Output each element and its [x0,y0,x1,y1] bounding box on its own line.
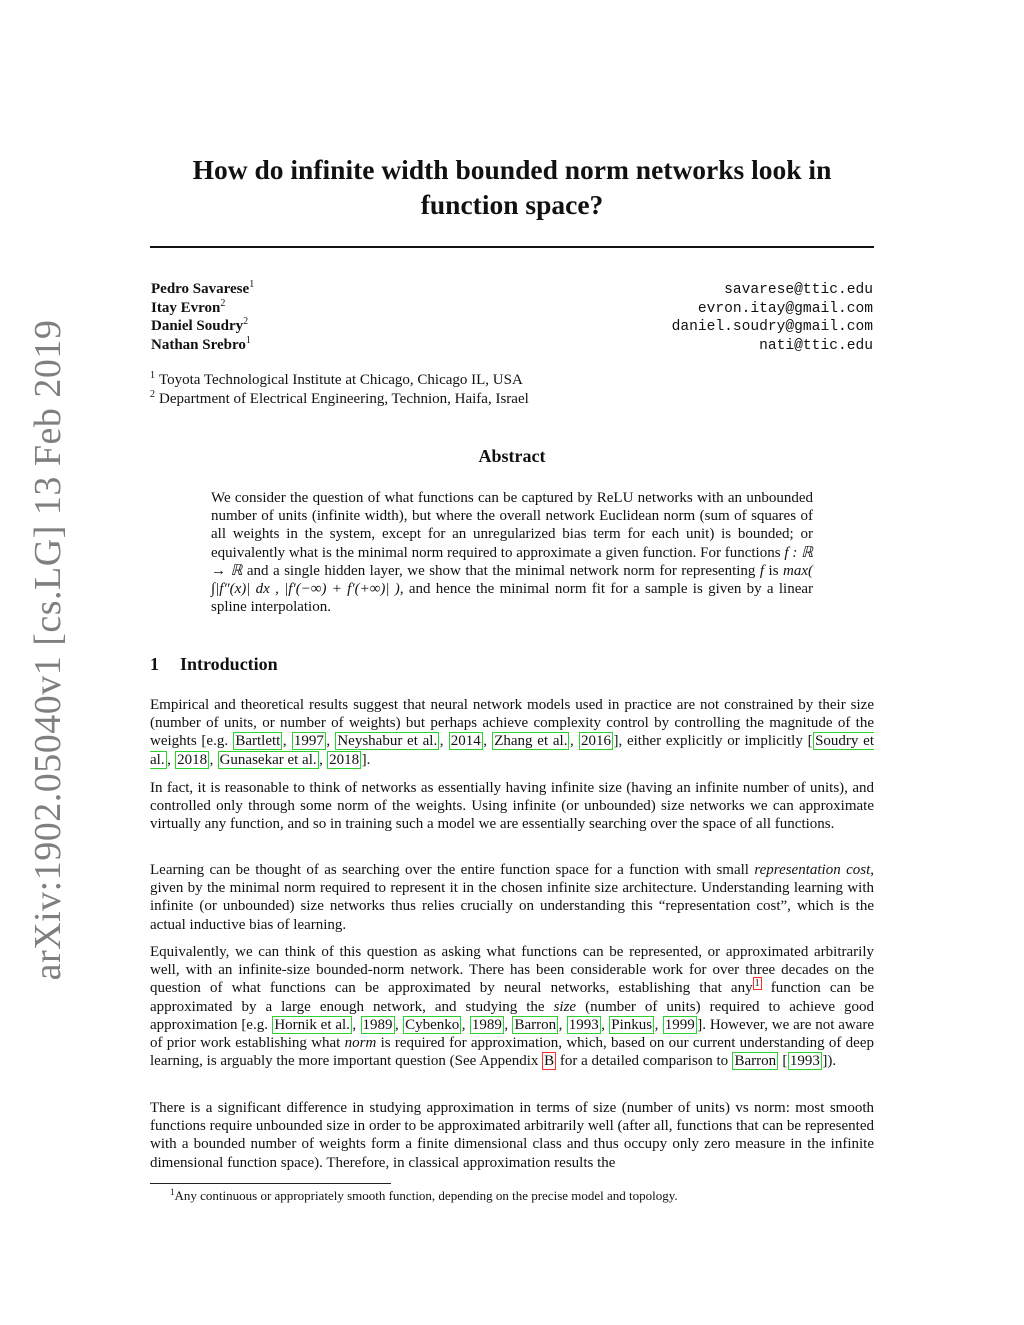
affiliation: $^2$ Department of Electrical Engineering, Technion, Haifa, Israel [150,388,529,407]
author-email[interactable]: savarese@ttic.edu [724,282,873,298]
author-email[interactable]: nati@ttic.edu [759,337,873,354]
abstract-body: We consider the question of what functions can be captured by ReLU networks with an unbounded number of units (infinite width), but where the overall network Euclidean norm (sum of squares of all weights in the system, except for an unregularized bias term for each unit) is bounded; or equivalently what is the minimal norm required to approximate a given function. For functions f : ℝ → ℝ and a single hidden layer, we show that the minimal network norm for representing f is max( ∫|f″(x)| dx , |f′(−∞) + f′(+∞)| ), and hence the minimal norm fit for a sample is given by a linear spline interpolation. [211,490,814,616]
citation-link[interactable]: Barron [514,1016,557,1033]
citation-link[interactable]: 1993 [789,1053,820,1070]
citation-link[interactable]: 1989 [471,1016,502,1033]
citation-link[interactable]: Hornik et al. [274,1016,350,1033]
citation-link[interactable]: 2018 [177,751,208,768]
paper-title: How do infinite width bounded norm networks look in function space? [192,154,832,220]
citation-link[interactable]: Soudry et al. [150,733,874,768]
citation-link[interactable]: Neyshabur et al. [337,733,438,750]
author-email[interactable]: evron.itay@gmail.com [697,300,873,317]
citation-link[interactable]: Cybenko [405,1016,460,1033]
author-name: Daniel Soudry$^2$ [151,316,249,334]
author-name: Pedro Savarese$^1$ [151,279,255,297]
math-inline: f [759,562,765,579]
affiliations [150,372,529,409]
intro-paragraph: Empirical and theoretical results suggest that neural network models used in practice are not constrained by their size (number of units, or number of weights) but perhaps achieve complexity control by controlling the magnitude of the weights [e.g. Bartlett , 1997 , Neyshabur et al. , 2014 , Zhang et al. , 2016 ], either explicitly or implicitly [ Soudry et al. , 2018 , Gunasekar et al. , 2018 ]. [150,697,874,768]
citation-link[interactable]: 2014 [450,733,481,750]
intro-paragraph: There is a significant difference in studying approximation in terms of size (number of units) vs norm: most smooth functions require unbounded size in order to be approximated arbitrarily well (after all, functions that can be represented with a bounded number of weights form a finite dimensional class and thus occupy only zero measure in the infinite dimensional function space). Therefore, in classical approximation results the [150,1100,874,1171]
citation-link[interactable]: Pinkus [611,1016,653,1033]
arxiv-stamp: arXiv:1902.05040v1 [cs.LG] 13 Feb 2019 [27,319,69,981]
citation-link[interactable]: 2016 [580,733,611,750]
citation-link[interactable]: 1997 [293,733,324,750]
title-rule [150,246,874,248]
intro-paragraph: Learning can be thought of as searching over the entire function space for a function with small representation cost, given by the minimal norm required to represent it in the chosen infinite size architecture. Understanding learning with infinite (or unbounded) size networks thus relies crucially on understanding this “representation cost”, which is the actual inductive bias of learning. [150,862,874,933]
citation-link[interactable]: 1999 [664,1016,695,1033]
affiliation: $^1$ Toyota Technological Institute at Chicago, Chicago IL, USA [150,370,523,388]
footnote: $^1$Any continuous or appropriately smooth function, depending on the precise model and topology. [170,1187,678,1203]
math-inline: f : ℝ → ℝ [211,544,813,579]
author-block [151,281,873,355]
footnote-ref[interactable]: 1 [754,978,760,990]
citation-link[interactable]: 1989 [362,1016,393,1033]
author-row [151,281,873,300]
author-row [151,318,873,337]
abstract-heading: Abstract [478,446,546,466]
intro-paragraph: In fact, it is reasonable to think of networks as essentially having infinite size (having an infinite number of units), and controlled only through some norm of the weights. Using infinite (or unbounded) size networks we can approximate virtually any function, and so in training such a model we are essentially searching over the space of all functions. [150,780,874,833]
citation-link[interactable]: Gunasekar et al. [219,751,317,768]
math-inline: max( ∫|f″(x)| dx , |f′(−∞) + f′(+∞)| ) [211,562,814,598]
appendix-link[interactable]: B [544,1053,555,1070]
citation-link[interactable]: Zhang et al. [494,733,568,750]
citation-link[interactable]: 1993 [568,1016,599,1033]
section-heading: 1 Introduction [150,654,278,674]
citation-link[interactable]: Bartlett [235,733,281,750]
author-row [151,297,873,319]
author-name: Nathan Srebro$^1$ [151,334,251,353]
author-row [151,334,873,356]
intro-paragraph: Equivalently, we can think of this question as asking what functions can be represented, or approximated arbitrarily well, with an infinite-size bounded-norm network. There has been considerable work for over three decades on the question of what functions can be approximated by neural networks, establishing that any $^1$ function can be approximated by a large enough network, and studying the size (number of units) required to achieve good approximation [e.g. Hornik et al. , 1989 , Cybenko , 1989 , Barron , 1993 , Pinkus , 1999 ]. However, we are not aware of prior work establishing what norm is required for approximation, which, based on our current understanding of deep learning, is arguably the more important question (See Appendix B for a detailed comparison to Barron [ 1993 ]). [150,944,875,1070]
author-name: Itay Evron$^2$ [151,297,226,316]
citation-link[interactable]: Barron [734,1053,777,1070]
footnote-rule [150,1183,391,1184]
citation-link[interactable]: 2018 [329,751,360,768]
author-email[interactable]: daniel.soudry@gmail.com [671,319,873,335]
